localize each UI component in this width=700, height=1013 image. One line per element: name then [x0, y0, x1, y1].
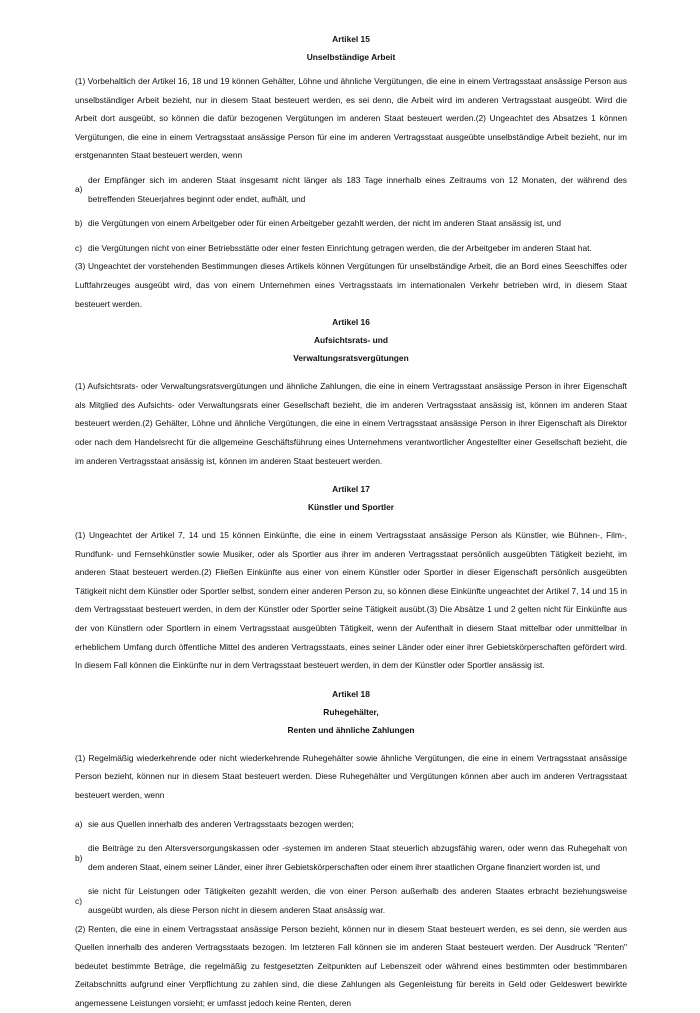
item-text: die Vergütungen nicht von einer Betriebsstätte oder einer festen Einrichtung getragen werden, die der Arbeitgeber im anderen Staat hat. — [88, 242, 592, 253]
item-label: a) — [75, 818, 83, 829]
article-15-paragraph-3: (3) Ungeachtet der vorstehenden Bestimmungen dieses Artikels können Vergütungen für unselbständige Arbeit, die an Bord eines Seeschiffes oder Luftfahrzeuges ausgeübt wird, das von einem Unternehmen eines Vertragsstaats im internationalen Verkehr betrieben wird, in diesem Staat besteuert werden. — [75, 261, 627, 309]
article-16-title: Artikel 16 — [332, 317, 370, 328]
article-18-paragraph-1: (1) Regelmäßig wiederkehrende oder nicht wiederkehrende Ruhegehälter sowie ähnliche Vergütungen, die eine in einem Vertragsstaat ansässige Person bezieht, können nur in diesem Staat besteuert werden. Diese Ruhegehälter und Vergütungen können aber auch im anderen Vertragsstaat besteuert werden, wenn — [75, 752, 627, 801]
article-18-paragraph-2: (2) Renten, die eine in einem Vertragsstaat ansässige Person bezieht, können nur in diesem Staat besteuert werden, es sei denn, sie werden aus Quellen innerhalb des anderen Vertragsstaats bezogen. Im letzteren Fall können sie im anderen Staat besteuert werden. Der Ausdruck "Renten" bedeutet bestimmte Beträge, die regelmäßig zu festgesetzten Zeitpunkten auf Lebenszeit oder während eines bestimmten oder bestimmbaren Zeitabschnitts aufgrund einer Verpflichtung zu zahlen sind, die diese Zahlungen als Gegenleistung für bereits in Geld oder Geldeswert bewirkte angemessene Leistungen vorsieht; er umfasst jedoch keine Renten, deren — [75, 923, 627, 1008]
article-18-title: Artikel 18 — [332, 688, 370, 699]
item-label: a) — [75, 184, 83, 195]
item-text: sie nicht für Leistungen oder Tätigkeiten gezahlt werden, die von einer Person außerhalb des anderen Staates erbracht beziehungsweise ausgeübt wurden, als diese Person nicht in diesem anderen Staat ansässig war. — [88, 886, 627, 915]
article-15-paragraph-1: (1) Vorbehaltlich der Artikel 16, 18 und 19 können Gehälter, Löhne und ähnliche Vergütungen, die eine in einem Vertragsstaat ansässige Person aus unselbständiger Arbeit bezieht, nur in diesem Staat besteuert werden, es sei denn, die Arbeit wird im anderen Vertragsstaat ausgeübt. Wird die Arbeit dort ausgeübt, so können die dafür bezogenen Vergütungen im anderen Staat besteuert werden.(2) Ungeachtet des Absatzes 1 können Vergütungen, die eine in einem Vertragsstaat ansässige Person für eine im anderen Vertragsstaat ausgeübte unselbständige Arbeit bezieht, nur im erstgenannten Staat besteuert werden, wenn — [75, 76, 627, 161]
article-17-title: Artikel 17 — [332, 484, 370, 495]
article-17-paragraph-1: (1) Ungeachtet der Artikel 7, 14 und 15 können Einkünfte, die eine in einem Vertragsstaat ansässige Person als Künstler, wie Bühnen-, Film-, Rundfunk- und Fernsehkünstler sowie Musiker, oder als Sportler aus ihrer im anderen Vertragsstaat persönlich ausgeübten Tätigkeit bezieht, im anderen Staat besteuert werden.(2) Fließen Einkünfte aus einer von einem Künstler oder Sportler in dieser Eigenschaft persönlich ausgeübten Tätigkeit nicht dem Künstler oder Sportler selbst, sondern einer anderen Person zu, so können diese Einkünfte ungeachtet der Artikel 7, 14 und 15 in dem Vertragsstaat besteuert werden, in dem der Künstler oder Sportler seine Tätigkeit ausübt.(3) Die Absätze 1 und 2 gelten nicht für Einkünfte aus der von Künstlern oder Sportlern in einem Vertragsstaat ausgeübten Tätigkeit, wenn der Aufenthalt in diesem Staat mittelbar oder unmittelbar in erheblichem Umfang durch öffentliche Mittel des anderen Vertragsstaats, eines seiner Länder oder einer ihrer Gebietskörperschaften gefördert wird. In diesem Fall können die Einkünfte nur in dem Vertragsstaat besteuert werden, in dem der Künstler oder Sportler ansässig ist. — [75, 530, 627, 671]
item-label: c) — [75, 242, 82, 253]
article-18-subtitle-line-2: Renten und ähnliche Zahlungen — [287, 724, 415, 735]
article-15-subtitle: Unselbständige Arbeit — [306, 52, 396, 62]
article-18-item-b — [75, 839, 627, 876]
item-label: c) — [75, 895, 82, 906]
article-16-subtitle-line-1: Aufsichtsrats- und — [314, 335, 388, 346]
article-15-item-a — [75, 171, 627, 208]
document-page — [75, 30, 627, 1013]
item-text: die Beiträge zu den Altersversorgungskassen oder -systemen im anderen Staat steuerlich abzugsfähig waren, oder wenn das Ruhegehalt von dem anderen Staat, einem seiner Länder, einer ihrer Gebietskörperschaften oder einem ihrer staatlichen Organe finanziert worden ist, und — [88, 843, 627, 872]
article-15-title: Artikel 15 — [332, 34, 370, 44]
article-17-subtitle: Künstler und Sportler — [307, 502, 395, 513]
item-text: der Empfänger sich im anderen Staat insgesamt nicht länger als 183 Tage innerhalb eines Zeitraums von 12 Monaten, der während des betreffenden Steuerjahres beginnt oder endet, aufhält, und — [88, 174, 627, 204]
article-15-item-b — [75, 214, 627, 233]
article-18-subtitle-line-1: Ruhegehälter, — [323, 706, 379, 717]
item-text: die Vergütungen von einem Arbeitgeber oder für einen Arbeitgeber gezahlt werden, der nicht im anderen Staat ansässig ist, und — [88, 218, 562, 229]
item-label: b) — [75, 218, 83, 229]
article-18-item-c — [75, 882, 627, 919]
item-text: sie aus Quellen innerhalb des anderen Vertragsstaats bezogen werden; — [88, 818, 354, 829]
article-18-item-a — [75, 815, 627, 834]
article-15-item-c — [75, 239, 627, 258]
article-16-subtitle-line-2: Verwaltungsratsvergütungen — [293, 353, 409, 364]
article-16-paragraph-1: (1) Aufsichtsrats- oder Verwaltungsratsvergütungen und ähnliche Zahlungen, die eine in einem Vertragsstaat ansässige Person in ihrer Eigenschaft als Mitglied des Aufsichts- oder Verwaltungsrats einer Gesellschaft bezieht, die im anderen Vertragsstaat ansässig ist, können im anderen Staat besteuert werden.(2) Gehälter, Löhne und ähnliche Vergütungen, die eine in einem Vertragsstaat ansässige Person in ihrer Eigenschaft als Direktor oder nach dem Handelsrecht für die allgemeine Geschäftsführung eines Unternehmens verantwortlicher Angestellter einer Gesellschaft bezieht, die im anderen Vertragsstaat ansässig ist, können im anderen Staat besteuert werden. — [75, 381, 627, 466]
item-label: b) — [75, 852, 83, 863]
